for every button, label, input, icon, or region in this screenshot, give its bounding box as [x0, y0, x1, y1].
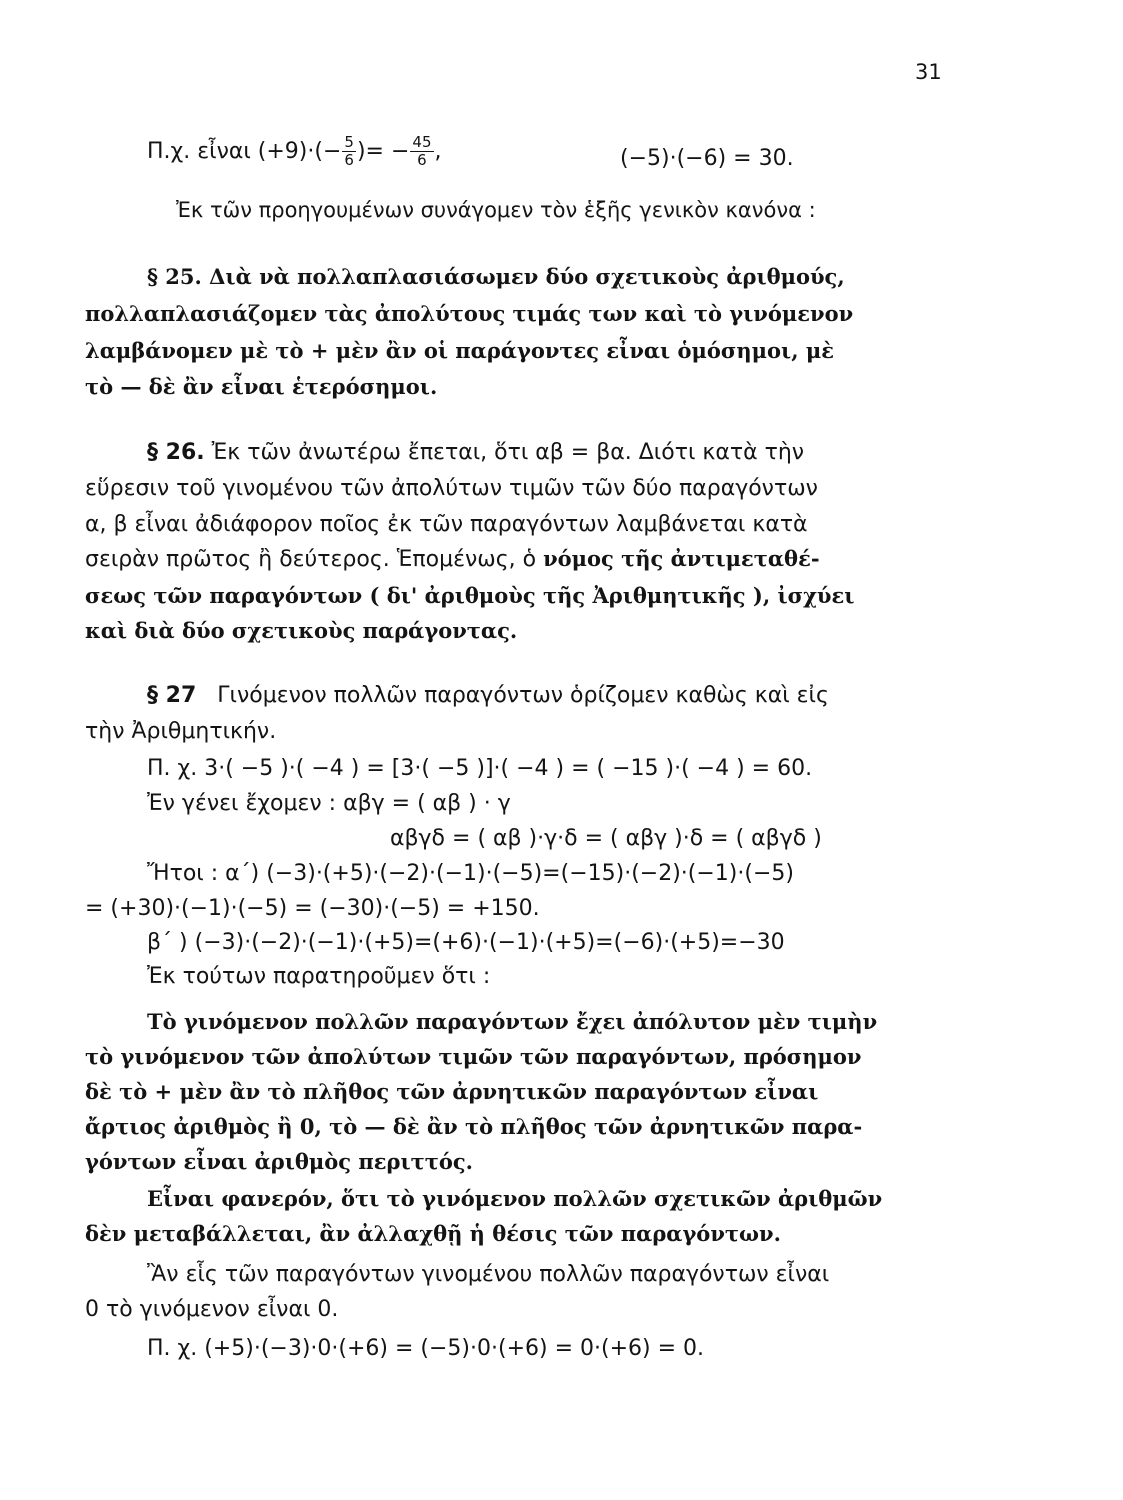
- commute-rule-line1: Εἶναι φανερόν, ὅτι τὸ γινόμενον πολλῶν σχετικῶν ἀριθμῶν: [147, 1186, 883, 1211]
- fraction-45-6: [410, 134, 433, 170]
- fraction-denominator: 6: [417, 151, 427, 170]
- commute-rule-line2: δὲν μεταβάλλεται, ἂν ἀλλαχθῇ ἡ θέσις τῶν παραγόντων.: [85, 1221, 781, 1246]
- sec26-line1-text: Ἐκ τῶν ἀνωτέρω ἔπεται, ὅτι αβ = βα. Διότι κατὰ τὴν: [211, 440, 805, 465]
- page-number: 31: [915, 60, 942, 84]
- example-prefix: Π.χ. εἶναι (+9)·(−: [147, 138, 342, 164]
- sec26-line4: [85, 547, 820, 572]
- example-second: (−5)·(−6) = 30.: [620, 146, 794, 171]
- example-suffix: ,: [434, 138, 442, 164]
- sec26-line4-plain: σειρὰν πρῶτος ἢ δεύτερος. Ἑπομένως, ὁ: [85, 547, 537, 572]
- zero-rule-example: Π. χ. (+5)·(−3)·0·(+6) = (−5)·0·(+6) = 0·(+6) = 0.: [147, 1336, 705, 1361]
- sec27-line2: τὴν Ἀριθμητικήν.: [85, 719, 277, 744]
- sec27-observe: Ἐκ τούτων παρατηροῦμεν ὅτι :: [147, 964, 491, 989]
- sec25-line1: § 25. Διὰ νὰ πολλαπλασιάσωμεν δύο σχετικοὺς ἀριθμούς,: [147, 264, 845, 289]
- product-rule-line3: δὲ τὸ + μὲν ἂν τὸ πλῆθος τῶν ἀρνητικῶν παραγόντων εἶναι: [85, 1079, 819, 1104]
- sec27-example1: Π. χ. 3·( −5 )·( −4 ) = [3·( −5 )]·( −4 ) = ( −15 )·( −4 ) = 60.: [147, 756, 813, 781]
- sec27-line1: [147, 683, 829, 708]
- sec25-line3: λαμβάνομεν μὲ τὸ + μὲν ἂν οἱ παράγοντες εἶναι ὁμόσημοι, μὲ: [85, 338, 834, 363]
- example-fractions-line: [147, 134, 442, 170]
- zero-rule-line2: 0 τὸ γινόμενον εἶναι 0.: [85, 1297, 339, 1322]
- rule-intro: Ἐκ τῶν προηγουμένων συνάγομεν τὸν ἑξῆς γενικὸν κανόνα :: [176, 198, 816, 222]
- fraction-5-6: [342, 134, 356, 170]
- sec26-line1: [147, 440, 804, 465]
- product-rule-line5: γόντων εἶναι ἀριθμὸς περιττός.: [85, 1149, 473, 1174]
- sec26-line3: α, β εἶναι ἀδιάφορον ποῖος ἐκ τῶν παραγόντων λαμβάνεται κατὰ: [85, 512, 808, 537]
- product-rule-line4: ἄρτιος ἀριθμὸς ἢ 0, τὸ — δὲ ἂν τὸ πλῆθος τῶν ἀρνητικῶν παρα-: [85, 1114, 863, 1139]
- sec26-label: § 26.: [147, 440, 205, 465]
- sec26-line2: εὕρεσιν τοῦ γινομένου τῶν ἀπολύτων τιμῶν τῶν δύο παραγόντων: [85, 476, 818, 501]
- example-middle: )= −: [356, 138, 410, 164]
- sec25-line2: πολλαπλασιάζομεν τὰς ἀπολύτους τιμάς των καὶ τὸ γινόμενον: [85, 301, 854, 326]
- sec27-general2: αβγδ = ( αβ )·γ·δ = ( αβγ )·δ = ( αβγδ ): [390, 826, 822, 851]
- sec26-line6: καὶ διὰ δύο σχετικοὺς παράγοντας.: [85, 618, 518, 643]
- product-rule-line2: τὸ γινόμενον τῶν ἀπολύτων τιμῶν τῶν παραγόντων, πρόσημον: [85, 1044, 862, 1069]
- sec27-line1-text: Γινόμενον πολλῶν παραγόντων ὁρίζομεν καθὼς καὶ εἰς: [217, 683, 829, 708]
- fraction-denominator: 6: [344, 151, 354, 170]
- product-rule-line1: Τὸ γινόμενον πολλῶν παραγόντων ἔχει ἀπόλυτον μὲν τιμὴν: [147, 1009, 878, 1034]
- sec25-line4: τὸ — δὲ ἂν εἶναι ἑτερόσημοι.: [85, 374, 438, 399]
- sec26-line5: σεως τῶν παραγόντων ( δι' ἀριθμοὺς τῆς Ἀριθμητικῆς ), ἰσχύει: [85, 583, 855, 608]
- zero-rule-line1: Ἂν εἷς τῶν παραγόντων γινομένου πολλῶν παραγόντων εἶναι: [147, 1262, 830, 1287]
- sec27-general1: Ἐν γένει ἔχομεν : αβγ = ( αβ ) · γ: [147, 791, 511, 816]
- sec27-example-a2: = (+30)·(−1)·(−5) = (−30)·(−5) = +150.: [85, 896, 540, 921]
- fraction-numerator: 5: [344, 133, 354, 151]
- sec26-line4-bold: νόμος τῆς ἀντιμεταθέ-: [543, 546, 820, 571]
- sec27-label: § 27: [147, 683, 197, 708]
- fraction-numerator: 45: [412, 133, 432, 151]
- sec27-example-a1: Ἤτοι : α΄) (−3)·(+5)·(−2)·(−1)·(−5)=(−15)·(−2)·(−1)·(−5): [147, 861, 794, 886]
- sec27-example-b: β΄ ) (−3)·(−2)·(−1)·(+5)=(+6)·(−1)·(+5)=(−6)·(+5)=−30: [147, 930, 785, 955]
